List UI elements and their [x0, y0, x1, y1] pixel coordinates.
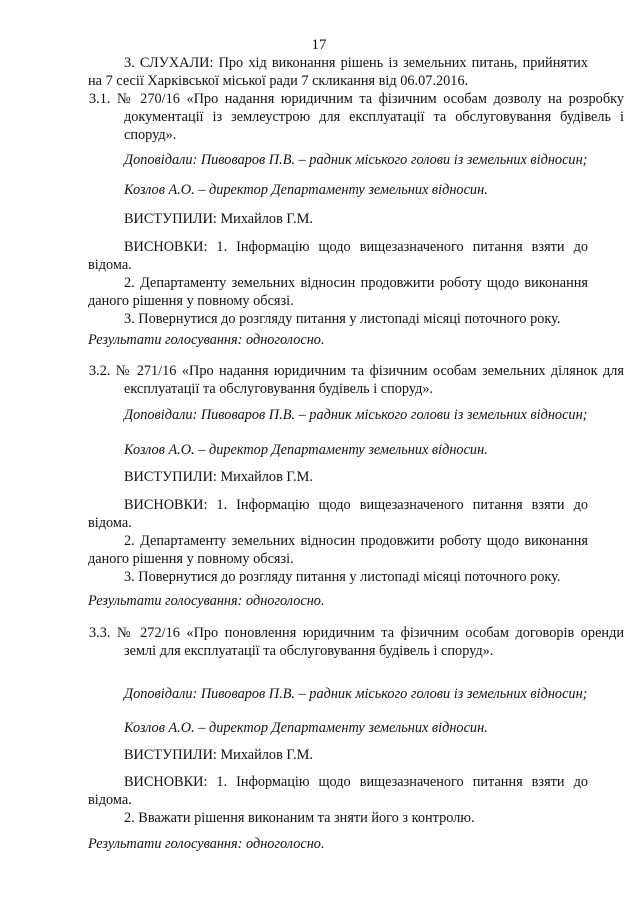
agenda-item-3-3: 3.3. № 272/16 «Про поновлення юридичним та фізичним особам договорів оренди землі для експлуатації та обслуговування будівель і споруд».	[89, 625, 624, 659]
reporters-line-2: Козлов А.О. – директор Департаменту земельних відносин.	[124, 720, 488, 736]
section-heading: 3. СЛУХАЛИ: Про хід виконання рішень із земельних питань, прийнятих на 7 сесії Харківської міської ради 7 скликання від 06.07.2016.	[88, 55, 588, 89]
conclusion-item: ВИСНОВКИ: 1. Інформацію щодо вищезазначеного питання взяти до відома.	[88, 239, 588, 273]
vote-result: Результати голосування: одноголосно.	[88, 593, 325, 609]
conclusions-block	[88, 496, 588, 586]
conclusion-item: 2. Вважати рішення виконаним та зняти його з контролю.	[124, 810, 475, 826]
conclusion-item: ВИСНОВКИ: 1. Інформацію щодо вищезазначеного питання взяти до відома.	[88, 497, 588, 531]
conclusion-item: 2. Департаменту земельних відносин продовжити роботу щодо виконання даного рішення у повному обсязі.	[88, 275, 588, 309]
reporters-line-1: Доповідали: Пивоваров П.В. – радник міського голови із земельних відносин;	[124, 407, 588, 423]
conclusions-block	[88, 773, 588, 827]
conclusions-block	[88, 238, 588, 328]
speakers-line: ВИСТУПИЛИ: Михайлов Г.М.	[124, 469, 313, 485]
reporters-line-2: Козлов А.О. – директор Департаменту земельних відносин.	[124, 182, 488, 198]
vote-result: Результати голосування: одноголосно.	[88, 332, 325, 348]
conclusion-item: 2. Департаменту земельних відносин продовжити роботу щодо виконання даного рішення у повному обсязі.	[88, 533, 588, 567]
conclusion-item: ВИСНОВКИ: 1. Інформацію щодо вищезазначеного питання взяти до відома.	[88, 774, 588, 808]
conclusion-item: 3. Повернутися до розгляду питання у листопаді місяці поточного року.	[124, 569, 561, 585]
conclusion-item: 3. Повернутися до розгляду питання у листопаді місяці поточного року.	[124, 311, 561, 327]
reporters-line-1: Доповідали: Пивоваров П.В. – радник міського голови із земельних відносин;	[124, 152, 588, 168]
agenda-item-3-2: 3.2. № 271/16 «Про надання юридичним та фізичним особам земельних ділянок для експлуатації та обслуговування будівель і споруд».	[89, 363, 624, 397]
agenda-item-3-1: 3.1. № 270/16 «Про надання юридичним та фізичним особам дозволу на розробку документації із землеустрою для експлуатації та обслуговування будівель і споруд».	[89, 91, 624, 143]
page-number: 17	[311, 37, 327, 53]
speakers-line: ВИСТУПИЛИ: Михайлов Г.М.	[124, 211, 313, 227]
reporters-line-2: Козлов А.О. – директор Департаменту земельних відносин.	[124, 442, 488, 458]
reporters-line-1: Доповідали: Пивоваров П.В. – радник міського голови із земельних відносин;	[124, 686, 588, 702]
vote-result: Результати голосування: одноголосно.	[88, 836, 325, 852]
speakers-line: ВИСТУПИЛИ: Михайлов Г.М.	[124, 747, 313, 763]
